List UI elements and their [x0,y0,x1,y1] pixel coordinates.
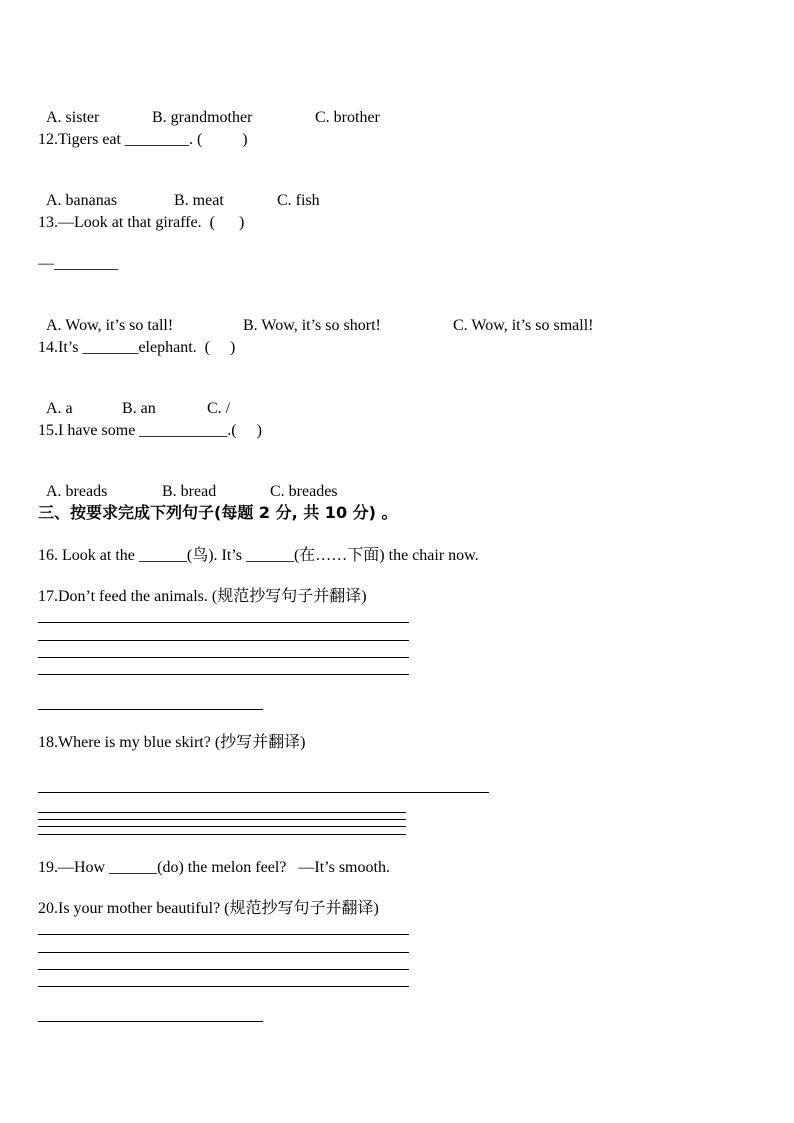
q20-answer-line-2 [38,952,409,953]
q14-question: 14.It’s _______elephant. ( ) [38,339,236,356]
section-3-heading: 三、按要求完成下列句子(每题 2 分, 共 10 分) 。 [38,503,398,522]
q13-option-b: B. Wow, it’s so short! [243,317,381,334]
q20-answer-line-5 [38,1021,263,1022]
q13-option-c: C. Wow, it’s so small! [453,317,594,334]
q17-answer-line-2 [38,640,409,641]
q20-answer-line-3 [38,969,409,970]
q17-answer-line-4 [38,674,409,675]
q13-question: 13.—Look at that giraffe. ( ) [38,214,245,231]
q15-options [38,462,338,502]
q12-option-a: A. bananas [46,192,118,209]
q18-answer-line-2 [38,812,406,813]
q13-reply-blank: —________ [38,255,118,272]
q18-answer-line-1 [38,792,489,793]
q12-question: 12.Tigers eat ________. ( ) [38,131,248,148]
q11-option-b: B. grandmother [152,109,253,126]
q12-options [38,171,320,211]
q11-option-c: C. brother [315,109,380,126]
q14-option-c: C. / [207,400,231,417]
q13-option-a: A. Wow, it’s so tall! [46,317,174,334]
q18-answer-line-3 [38,819,406,820]
q15-option-c: C. breades [270,483,338,500]
q14-option-b: B. an [122,400,156,417]
q14-options [38,379,230,419]
q19-question: 19.—How ______(do) the melon feel? —It’s smooth. [38,859,390,876]
q11-option-a: A. sister [46,109,100,126]
q14-option-a: A. a [46,400,73,417]
q13-options [38,296,594,336]
q20-question: 20.Is your mother beautiful? (规范抄写句子并翻译) [38,900,379,917]
q15-question: 15.I have some ___________.( ) [38,422,262,439]
q12-option-b: B. meat [174,192,224,209]
q18-answer-line-5 [38,834,406,835]
q12-option-c: C. fish [277,192,320,209]
q11-options [38,88,380,128]
q15-option-a: A. breads [46,483,108,500]
q17-question: 17.Don’t feed the animals. (规范抄写句子并翻译) [38,588,367,605]
q20-answer-line-4 [38,986,409,987]
q17-answer-line-3 [38,657,409,658]
q18-answer-line-4 [38,826,406,827]
q17-answer-line-5 [38,709,263,710]
q18-question: 18.Where is my blue skirt? (抄写并翻译) [38,734,306,751]
q17-answer-line-1 [38,622,409,623]
q16-question: 16. Look at the ______(鸟). It’s ______(在……下面) the chair now. [38,547,479,564]
q20-answer-line-1 [38,934,409,935]
q15-option-b: B. bread [162,483,217,500]
